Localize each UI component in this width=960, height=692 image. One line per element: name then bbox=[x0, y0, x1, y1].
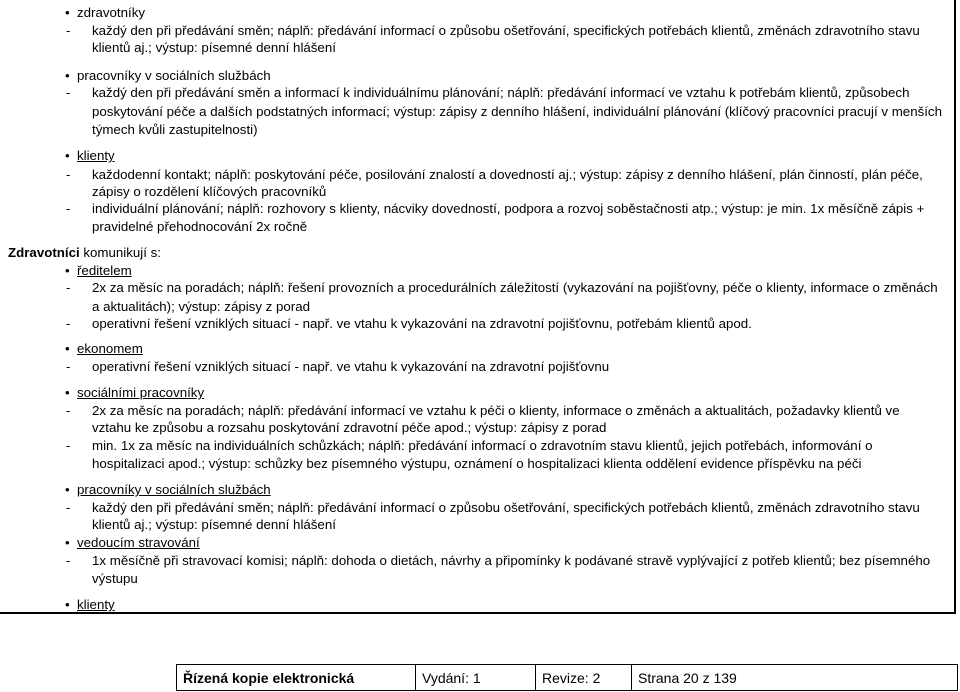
list-item: 1x měsíčně při stravovací komisi; náplň: dohoda o dietách, návrhy a připomínky k podávané stravě vyplývající z potřeb klientů; bez písemného bbox=[92, 553, 931, 568]
list-dash: - bbox=[66, 201, 71, 216]
list-item-cont: klientů aj.; výstup: písemné denní hlášení bbox=[92, 40, 336, 55]
list-item-cont: výstupu bbox=[92, 571, 138, 586]
footer-table bbox=[176, 664, 958, 691]
list-item: každý den při předávání směn; náplň: předávání informací o způsobu ošetřování, specifických potřebách klientů, změnách zdravotního stavu bbox=[92, 23, 920, 38]
list-dash: - bbox=[66, 280, 71, 295]
list-item-cont: a aktualitách); výstup: zápisy z porad bbox=[92, 299, 311, 314]
footer-doc-type: Řízená kopie elektronická bbox=[177, 665, 416, 691]
list-dash: - bbox=[66, 359, 71, 374]
list-dash: - bbox=[66, 500, 71, 515]
list-item-cont: vztahu ke způsobu a rozsahu poskytování zdravotní péče apod.; výstup: zápisy z porad bbox=[92, 420, 607, 435]
list-dash: - bbox=[66, 438, 71, 453]
section-heading: • ekonomem bbox=[77, 340, 143, 358]
section-heading: • klienty bbox=[77, 147, 115, 165]
list-item-cont: týmech kvůli zastupitelnosti) bbox=[92, 122, 258, 137]
list-dash: - bbox=[66, 85, 71, 100]
footer-page: Strana 20 z 139 bbox=[632, 665, 958, 691]
list-dash: - bbox=[66, 403, 71, 418]
section-heading: • zdravotníky bbox=[77, 4, 145, 22]
section-heading: • sociálními pracovníky bbox=[77, 384, 204, 402]
list-dash: - bbox=[66, 553, 71, 568]
list-item: operativní řešení vzniklých situací - např. ve vtahu k vykazování na zdravotní pojišťovnu bbox=[92, 359, 610, 374]
list-dash: - bbox=[66, 23, 71, 38]
list-item: individuální plánování; náplň: rozhovory s klienty, nácviky dovedností, podpora a rozvoj soběstačnosti atp.; výstup: je min. 1x měsíčně zápis + bbox=[92, 201, 925, 216]
section-heading: • pracovníky v sociálních službách bbox=[77, 481, 271, 499]
footer-issue: Vydání: 1 bbox=[416, 665, 536, 691]
section-heading: • vedoucím stravování bbox=[77, 534, 200, 552]
list-item-cont: klientů aj.; výstup: písemné denní hlášení bbox=[92, 517, 336, 532]
list-dash: - bbox=[66, 316, 71, 331]
list-dash: - bbox=[66, 167, 71, 182]
section-heading: • pracovníky v sociálních službách bbox=[77, 67, 271, 85]
list-item: min. 1x za měsíc na individuálních schůzkách; náplň: předávání informací o zdravotním stavu klientů, jejich potřebách, informování o bbox=[92, 438, 873, 453]
list-item: 2x za měsíc na poradách; náplň: předávání informací ve vztahu k péči o klienty, informace o změnách a aktualitách, požadavky klientů ve bbox=[92, 403, 900, 418]
communication-heading: Zdravotníci komunikují s: bbox=[8, 245, 161, 260]
list-item: každý den při předávání směn; náplň: předávání informací o způsobu ošetřování, specifických potřebách klientů, změnách zdravotního stavu bbox=[92, 500, 920, 515]
list-item: operativní řešení vzniklých situací - např. ve vtahu k vykazování na zdravotní pojišťovnu, potřebám klientů apod. bbox=[92, 316, 752, 331]
section-heading: • klienty bbox=[77, 596, 115, 614]
list-item-cont: hospitalizaci apod.; výstup: schůzky bez písemného výstupu, oznámení o hospitalizaci klienta oddělení evidence příspěvku na péči bbox=[92, 456, 862, 471]
list-item: každý den při předávání směn a informací k individuálnímu plánování; náplň: předávání informací ve vztahu k potřebám klientů, způsobech bbox=[92, 85, 910, 100]
footer-revision: Revize: 2 bbox=[536, 665, 632, 691]
list-item: 2x za měsíc na poradách; náplň: řešení provozních a procedurálních záležitostí (vykazování na pojišťovny, péče o klienty, informace o změnách bbox=[92, 280, 938, 295]
list-item-cont: poskytování péče a dalších podstatných informací; výstup: zápisy z denního hlášení, individuální plánování (klíčový pracovníci pracují v menších bbox=[92, 104, 942, 119]
list-item-cont: zápisy o rozdělení klíčových pracovníků bbox=[92, 184, 327, 199]
communication-role: Zdravotníci bbox=[8, 245, 80, 260]
list-item-cont: pravidelné přehodnocování 2x ročně bbox=[92, 219, 308, 234]
section-heading: • ředitelem bbox=[77, 262, 132, 280]
list-item: každodenní kontakt; náplň: poskytování péče, posilování znalostí a dovedností aj.; výstup: zápisy z denního hlášení, plán činností, plán péče, bbox=[92, 167, 923, 182]
